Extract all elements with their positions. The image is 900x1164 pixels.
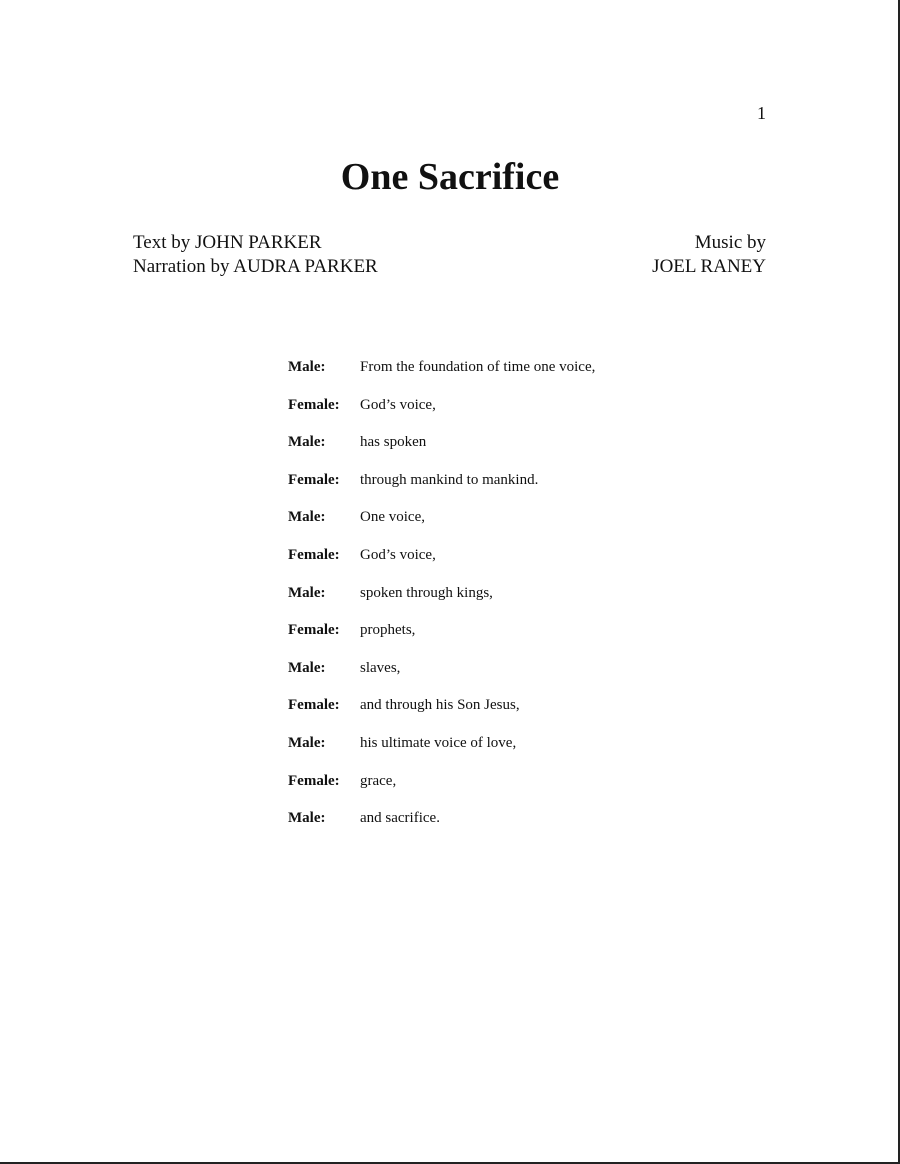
credits-left bbox=[133, 231, 378, 279]
dialogue-line bbox=[288, 697, 708, 735]
dialogue-text: prophets, bbox=[360, 622, 416, 639]
dialogue-line bbox=[288, 622, 708, 660]
dialogue-line bbox=[288, 735, 708, 773]
page-number: 1 bbox=[757, 103, 766, 123]
dialogue-text: spoken through kings, bbox=[360, 584, 493, 601]
dialogue-text: slaves, bbox=[360, 659, 401, 676]
dialogue-line bbox=[288, 397, 708, 435]
dialogue-line bbox=[288, 660, 708, 698]
speaker-label: Female: bbox=[288, 471, 340, 488]
dialogue-text: God’s voice, bbox=[360, 546, 436, 563]
speaker-label: Female: bbox=[288, 622, 340, 639]
dialogue-text: his ultimate voice of love, bbox=[360, 734, 517, 751]
speaker-label: Female: bbox=[288, 546, 340, 563]
speaker-label: Male: bbox=[288, 734, 326, 751]
speaker-label: Female: bbox=[288, 772, 340, 789]
speaker-label: Male: bbox=[288, 359, 326, 375]
dialogue-text: grace, bbox=[360, 772, 397, 789]
dialogue-line bbox=[288, 472, 708, 510]
dialogue-line bbox=[288, 585, 708, 623]
dialogue-text: From the foundation of time one voice, bbox=[360, 359, 596, 375]
dialogue-line bbox=[288, 359, 708, 397]
narration-credit: Narration by AUDRA PARKER bbox=[133, 256, 378, 277]
page-title: One Sacrifice bbox=[340, 156, 560, 198]
dialogue-text: One voice, bbox=[360, 509, 425, 526]
speaker-label: Male: bbox=[288, 434, 326, 451]
dialogue-text: has spoken bbox=[360, 434, 427, 451]
text-credit: Text by JOHN PARKER bbox=[133, 232, 322, 253]
speaker-label: Female: bbox=[288, 697, 340, 714]
credits-right bbox=[652, 231, 766, 279]
dialogue-text: through mankind to mankind. bbox=[360, 471, 539, 488]
dialogue-line bbox=[288, 509, 708, 547]
speaker-label: Female: bbox=[288, 396, 340, 413]
dialogue-line bbox=[288, 434, 708, 472]
speaker-label: Male: bbox=[288, 509, 326, 526]
speaker-label: Male: bbox=[288, 659, 326, 676]
dialogue-text: God’s voice, bbox=[360, 396, 436, 413]
dialogue-list bbox=[288, 359, 708, 848]
music-credit-name: JOEL RANEY bbox=[652, 256, 766, 277]
dialogue-text: and through his Son Jesus, bbox=[360, 697, 520, 714]
music-credit-label: Music by bbox=[694, 232, 766, 253]
speaker-label: Male: bbox=[288, 584, 326, 601]
dialogue-line bbox=[288, 773, 708, 811]
dialogue-line bbox=[288, 810, 708, 848]
speaker-label: Male: bbox=[288, 810, 326, 827]
dialogue-line bbox=[288, 547, 708, 585]
dialogue-text: and sacrifice. bbox=[360, 810, 440, 827]
